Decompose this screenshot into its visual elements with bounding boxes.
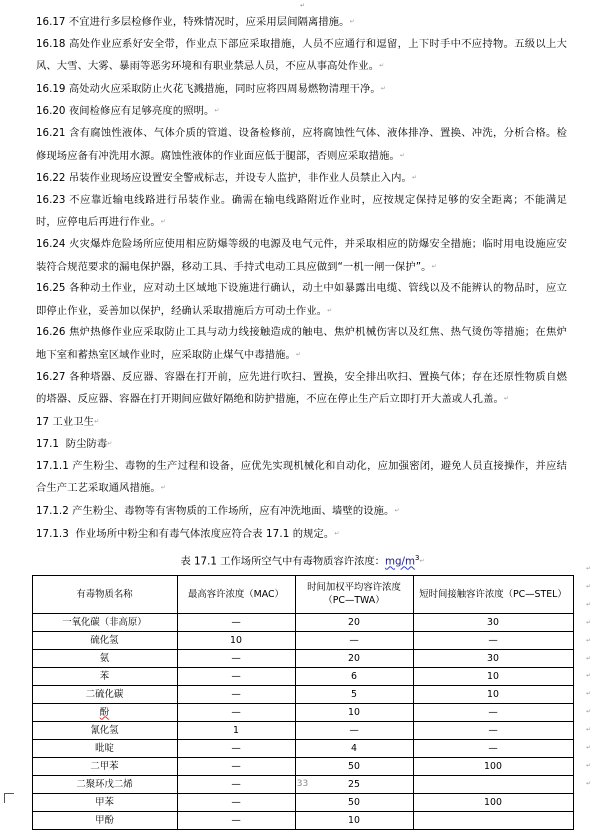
cell-twa: 6 [295,667,413,685]
body-text [30,11,575,545]
cell-substance-name: 酚 [32,703,177,721]
cell-substance-name: 甲苯 [32,793,177,811]
paragraph-text: 产生粉尘、毒物等有害物质的工作场所，应有冲洗地面、墙壁的设施。 [72,505,395,518]
cell-twa: 50 [295,793,413,811]
paragraph-16-27 [30,367,575,411]
cell-stel: — [413,721,573,739]
paragraph-17-1-3 [30,523,575,546]
paragraph-number: 16.26 [36,326,66,339]
cell-stel: 100 [413,757,573,775]
cell-substance-name: 二聚环戊二烯 [32,775,177,793]
column-header-pc-twa: 时间加权平均容许浓度（PC—TWA） [295,575,413,613]
table-body [32,613,573,829]
paragraph-text: 高处作业应系好安全带，作业点下部应采取措施，人员不应通行和逗留，上下时手中不应持物。五级以上大风、大雪、大雾、暴雨等恶劣环境和有职业禁忌人员，不应从事高处作业。 [36,37,567,73]
cell-substance-name: 甲酚 [32,811,177,829]
paragraph-16-22 [30,167,575,190]
paragraph-number: 16.23 [36,193,66,206]
column-header-mac: 最高容许浓度（MAC） [177,575,295,613]
table-row [32,613,573,631]
pilcrow-mark: ↵ [503,395,509,403]
cell-mac: 10 [177,631,295,649]
paragraph-number: 16.18 [36,37,66,50]
cell-stel: 10 [413,685,573,703]
cell-twa: 20 [295,613,413,631]
paragraph-number: 17.1.3 [36,527,69,540]
cell-mac: — [177,739,295,757]
paragraph-number: 16.17 [36,16,66,28]
cell-twa: — [295,631,413,649]
pilcrow-mark: ↵ [399,151,405,159]
paragraph-17-1-2 [30,500,575,523]
table-row [32,703,573,721]
pilcrow-mark: ↵ [295,350,301,358]
paragraph-text: 产生粉尘、毒物的生产过程和设备，应优先实现机械化和自动化，应加强密闭，避免人员直接操作，并应结合生产工艺采取通风措施。 [36,459,568,495]
paragraph-number: 17 [36,415,50,428]
pilcrow-mark: ↵ [380,84,386,92]
page-corner-mark [4,793,14,803]
cell-twa: 25 [295,775,413,793]
paragraph-text: 吊装作业现场应设置安全警戒标志，并设专人监护，非作业人员禁止入内。 [68,172,412,185]
cell-stel: 10 [413,667,573,685]
paragraph-text: 含有腐蚀性液体、气体介质的管道、设备检修前，应将腐蚀性气体、液体排净、置换、冲洗，分析合格。检修现场应备有冲洗用水源。腐蚀性液体的作业面应低于腿部，否则应采取措施。 [36,126,567,162]
top-paragraph-mark: ↵ [299,2,306,9]
table-row [32,631,573,649]
column-header-substance-name: 有毒物质名称 [32,575,177,613]
paragraph-text: 夜间检修应有足够亮度的照明。 [68,105,215,118]
pilcrow-mark: ↵ [214,107,220,115]
cell-twa: 20 [295,649,413,667]
table-caption [30,549,575,571]
cell-substance-name: 氰化氢 [32,721,177,739]
cell-stel: 30 [413,613,573,631]
pilcrow-mark: ↵ [379,62,385,70]
paragraph-text: 各种塔器、反应器、容器在打开前，应先进行吹扫、置换，安全排出吹扫、置换气体；存在还原性物质自燃的塔器、反应器、容器在打开期间应做好隔绝和防护措施，不应在停止生产后立即打开大盖或人孔盖。 [36,370,567,406]
paragraph-16-17 [30,11,575,34]
paragraph-number: 16.20 [36,105,66,118]
cell-substance-name: 一氧化碳（非高原） [32,613,177,631]
page-number: 33 [296,779,309,789]
paragraph-16-19 [30,78,575,101]
heading-17 [30,411,575,434]
paragraph-text: 防尘防毒 [65,438,108,451]
pilcrow-mark: ↵ [107,440,113,448]
cell-twa: 50 [295,757,413,775]
paragraph-16-20 [30,100,575,123]
cell-mac: — [177,649,295,667]
paragraph-number: 16.25 [36,282,66,295]
cell-stel: — [413,739,573,757]
paragraph-16-21 [30,123,575,167]
cell-twa: 4 [295,739,413,757]
table-row-end-marks: ↵ ↵ ↵ ↵ ↵ ↵ ↵ ↵ ↵ ↵ ↵ ↵ ↵ [585,565,591,787]
cell-substance-name: 氨 [32,649,177,667]
cell-twa: — [295,721,413,739]
table-row [32,721,573,739]
pilcrow-mark: ↵ [94,417,100,425]
paragraph-text: 不宜进行多层检修作业，特殊情况时，应采用层间隔离措施。 [68,16,350,28]
paragraph-text: 作业场所中粉尘和有毒气体浓度应符合表 17.1 的规定。 [75,527,335,540]
paragraph-number: 16.22 [36,172,66,185]
pilcrow-mark: ↵ [419,557,425,565]
cell-mac: — [177,667,295,685]
table-caption-unit-exponent: 3 [415,554,420,563]
paragraph-text: 高处动火应采取防止火花飞溅措施，同时应将四周易燃物清理干净。 [68,82,381,95]
table-caption-unit: mg/m [384,555,416,568]
cell-substance-name: 二甲苯 [32,757,177,775]
cell-stel [413,811,573,829]
table-row [32,685,573,703]
table-row [32,667,573,685]
cell-mac: — [177,703,295,721]
paragraph-number: 17.1.2 [36,505,69,518]
table-caption-text: 表 17.1 工作场所空气中有毒物质容许浓度： [180,555,385,568]
paragraph-text: 各种动土作业，应对动土区域地下设施进行确认，动土中如暴露出电缆、管线以及不能辨认的物品时，应立即停止作业，妥善加以保护，经确认采取措施后方可动土作业。 [36,282,567,317]
table-header-row [32,575,573,613]
toxic-substance-limits-table [32,575,574,830]
cell-stel: 100 [413,793,573,811]
cell-mac: — [177,811,295,829]
cell-mac: — [177,757,295,775]
cell-mac: — [177,775,295,793]
paragraph-text: 不应靠近输电线路进行吊装作业。确需在输电线路附近作业时，应按规定保持足够的安全距离；不能满足时，应停电后再进行作业。 [36,193,567,229]
pilcrow-mark: ↵ [160,218,166,226]
cell-substance-name: 吡啶 [32,739,177,757]
table-row [32,811,573,829]
cell-mac: — [177,793,295,811]
cell-twa: 5 [295,685,413,703]
paragraph-16-24 [30,234,575,278]
pilcrow-mark: ↵ [431,262,437,270]
table-row [32,649,573,667]
paragraph-number: 16.21 [36,126,66,139]
table-row [32,739,573,757]
paragraph-text: 工业卫生 [52,415,95,428]
pilcrow-mark: ↵ [160,484,166,492]
pilcrow-mark: ↵ [327,306,333,314]
cell-stel: — [413,703,573,721]
paragraph-number: 16.27 [36,370,66,383]
paragraph-number: 17.1.1 [36,459,69,472]
paragraph-number: 17.1 [36,438,59,451]
paragraph-text: 火灾爆炸危险场所应使用相应防爆等级的电源及电气元件，并采取相应的防爆安全措施；临时用电设施应安装符合规范要求的漏电保护器，移动工具、手持式电动工具应做到“一机一闸一保护”。 [36,237,567,273]
paragraph-16-26 [30,322,575,366]
cell-substance-name: 二硫化碳 [32,685,177,703]
paragraph-text: 焦炉热修作业应采取防止工具与动力线接触造成的触电、焦炉机械伤害以及红焦、热气烫伤等措施；在焦炉地下室和蓄热室区域作业时，应采取防止煤气中毒措施。 [36,326,567,361]
cell-twa: 10 [295,811,413,829]
cell-stel: 30 [413,649,573,667]
paragraph-16-25 [30,278,575,322]
table-header [32,575,573,613]
cell-stel: — [413,631,573,649]
cell-mac: — [177,685,295,703]
pilcrow-mark: ↵ [334,529,340,537]
table-row [32,757,573,775]
column-header-pc-stel: 短时间接触容许浓度（PC—STEL） [413,575,573,613]
heading-17-1 [30,433,575,456]
paragraph-17-1-1 [30,456,575,500]
cell-mac: 1 [177,721,295,739]
table-row [32,793,573,811]
cell-twa: 10 [295,703,413,721]
paragraph-16-18 [30,34,575,78]
cell-substance-name: 硫化氢 [32,631,177,649]
paragraph-16-23 [30,190,575,234]
pilcrow-mark: ↵ [349,18,355,25]
pilcrow-mark: ↵ [411,174,417,182]
paragraph-number: 16.19 [36,82,66,95]
cell-substance-name: 苯 [32,667,177,685]
pilcrow-mark: ↵ [394,507,400,515]
cell-mac: — [177,613,295,631]
paragraph-number: 16.24 [36,237,66,250]
